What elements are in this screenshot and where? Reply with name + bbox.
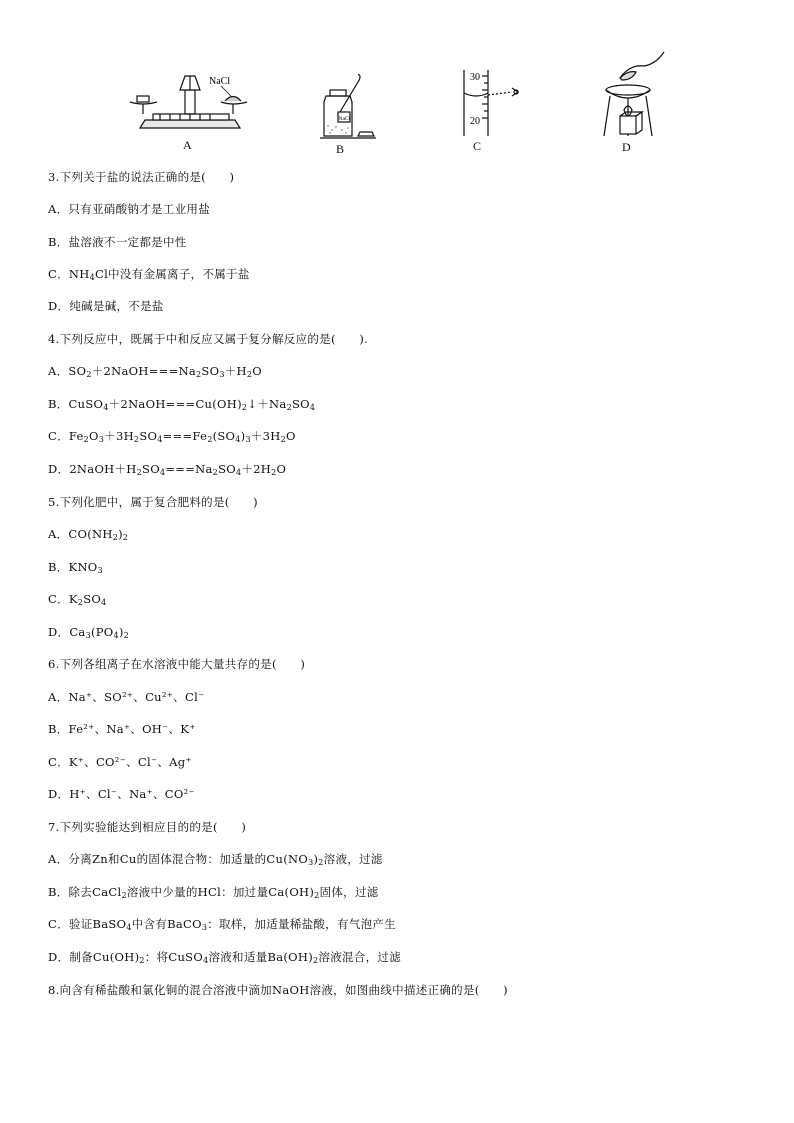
question-8-stem: 8.向含有稀盐酸和氯化铜的混合溶液中滴加NaOH溶液，如图曲线中描述正确的是( ) — [48, 983, 508, 997]
question-5-stem: 5.下列化肥中，属于复合肥料的是( ) — [48, 495, 258, 509]
question-4-option-b: B．$CuSO_4+2NaOH===Cu(OH)_2↓+Na_2SO_4$ — [48, 397, 316, 412]
figure-c-caption: C — [473, 139, 482, 153]
balance-drawing — [125, 70, 255, 140]
figure-c-cylinder — [458, 68, 538, 153]
figure-a-caption: A — [183, 138, 192, 152]
question-7-option-d: D．制备$Cu(OH)_2$：将CuSO$_4$溶液和适量$Ba(OH)_2$溶液混合，过滤 — [48, 950, 401, 965]
bottle-label: NaCl — [338, 116, 351, 122]
figure-b-caption: B — [336, 142, 345, 156]
question-5-option-c: C．$K_2SO_4$ — [48, 592, 107, 607]
question-7-option-a: A．分离Zn和Cu的固体混合物：加适量的$Cu(NO_3)_2$溶液，过滤 — [48, 852, 383, 867]
question-3-option-b: B．盐溶液不一定都是中性 — [48, 235, 187, 249]
nacl-label: NaCl — [209, 76, 231, 87]
question-5-option-a: A．$CO(NH_2)_2$ — [48, 527, 129, 542]
question-4-option-a: A．$SO_2+2NaOH===Na_2SO_3+H_2O$ — [48, 364, 262, 379]
question-3-option-a: A．只有亚硝酸钠才是工业用盐 — [48, 202, 211, 216]
tick-20-label: 20 — [470, 116, 480, 127]
question-3-option-c: C．$NH_4Cl$中没有金属离子，不属于盐 — [48, 267, 250, 282]
apparatus-figures — [0, 50, 794, 160]
figure-d-caption: D — [622, 140, 631, 154]
question-6-option-d: D．H⁺、Cl⁻、Na⁺、CO²⁻ — [48, 787, 195, 801]
figure-d-heating — [600, 50, 670, 154]
question-5-option-b: B．$KNO_3$ — [48, 560, 103, 575]
question-4-stem: 4.下列反应中，既属于中和反应又属于复分解反应的是( ). — [48, 332, 369, 346]
reagent-bottle-drawing — [318, 72, 378, 142]
question-7-option-b: B．除去CaCl$_2$溶液中少量的HCl：加过量$Ca(OH)_2$固体，过滤 — [48, 885, 379, 900]
figure-a-balance — [125, 70, 255, 152]
question-7-stem: 7.下列实验能达到相应目的的是( ) — [48, 820, 247, 834]
evaporation-drawing — [600, 50, 670, 140]
question-6-stem: 6.下列各组离子在水溶液中能大量共存的是( ) — [48, 657, 306, 671]
question-7-option-c: C．验证BaSO$_4$中含有BaCO$_3$：取样，加适量稀盐酸，有气泡产生 — [48, 917, 397, 932]
graduated-cylinder-drawing — [458, 68, 538, 143]
question-6-option-a: A．Na⁺、SO²⁺、Cu²⁺、Cl⁻ — [48, 690, 205, 704]
tick-30-label: 30 — [470, 72, 480, 83]
question-3-stem: 3.下列关于盐的说法正确的是( ) — [48, 170, 235, 184]
figure-b-bottle — [318, 72, 378, 156]
question-6-option-b: B．Fe²⁺、Na⁺、OH⁻、K⁺ — [48, 722, 196, 736]
question-5-option-d: D．$Ca_3(PO_4)_2$ — [48, 625, 130, 640]
question-6-option-c: C．K⁺、CO²⁻、Cl⁻、Ag⁺ — [48, 755, 192, 769]
question-4-option-d: D．$2NaOH+H_2SO_4===Na_2SO_4+2H_2O$ — [48, 462, 287, 477]
question-3-option-d: D．纯碱是碱，不是盐 — [48, 299, 164, 313]
question-4-option-c: C．$Fe_2O_3+3H_2SO_4===Fe_2(SO_4)_3+3H_2O$ — [48, 429, 296, 444]
